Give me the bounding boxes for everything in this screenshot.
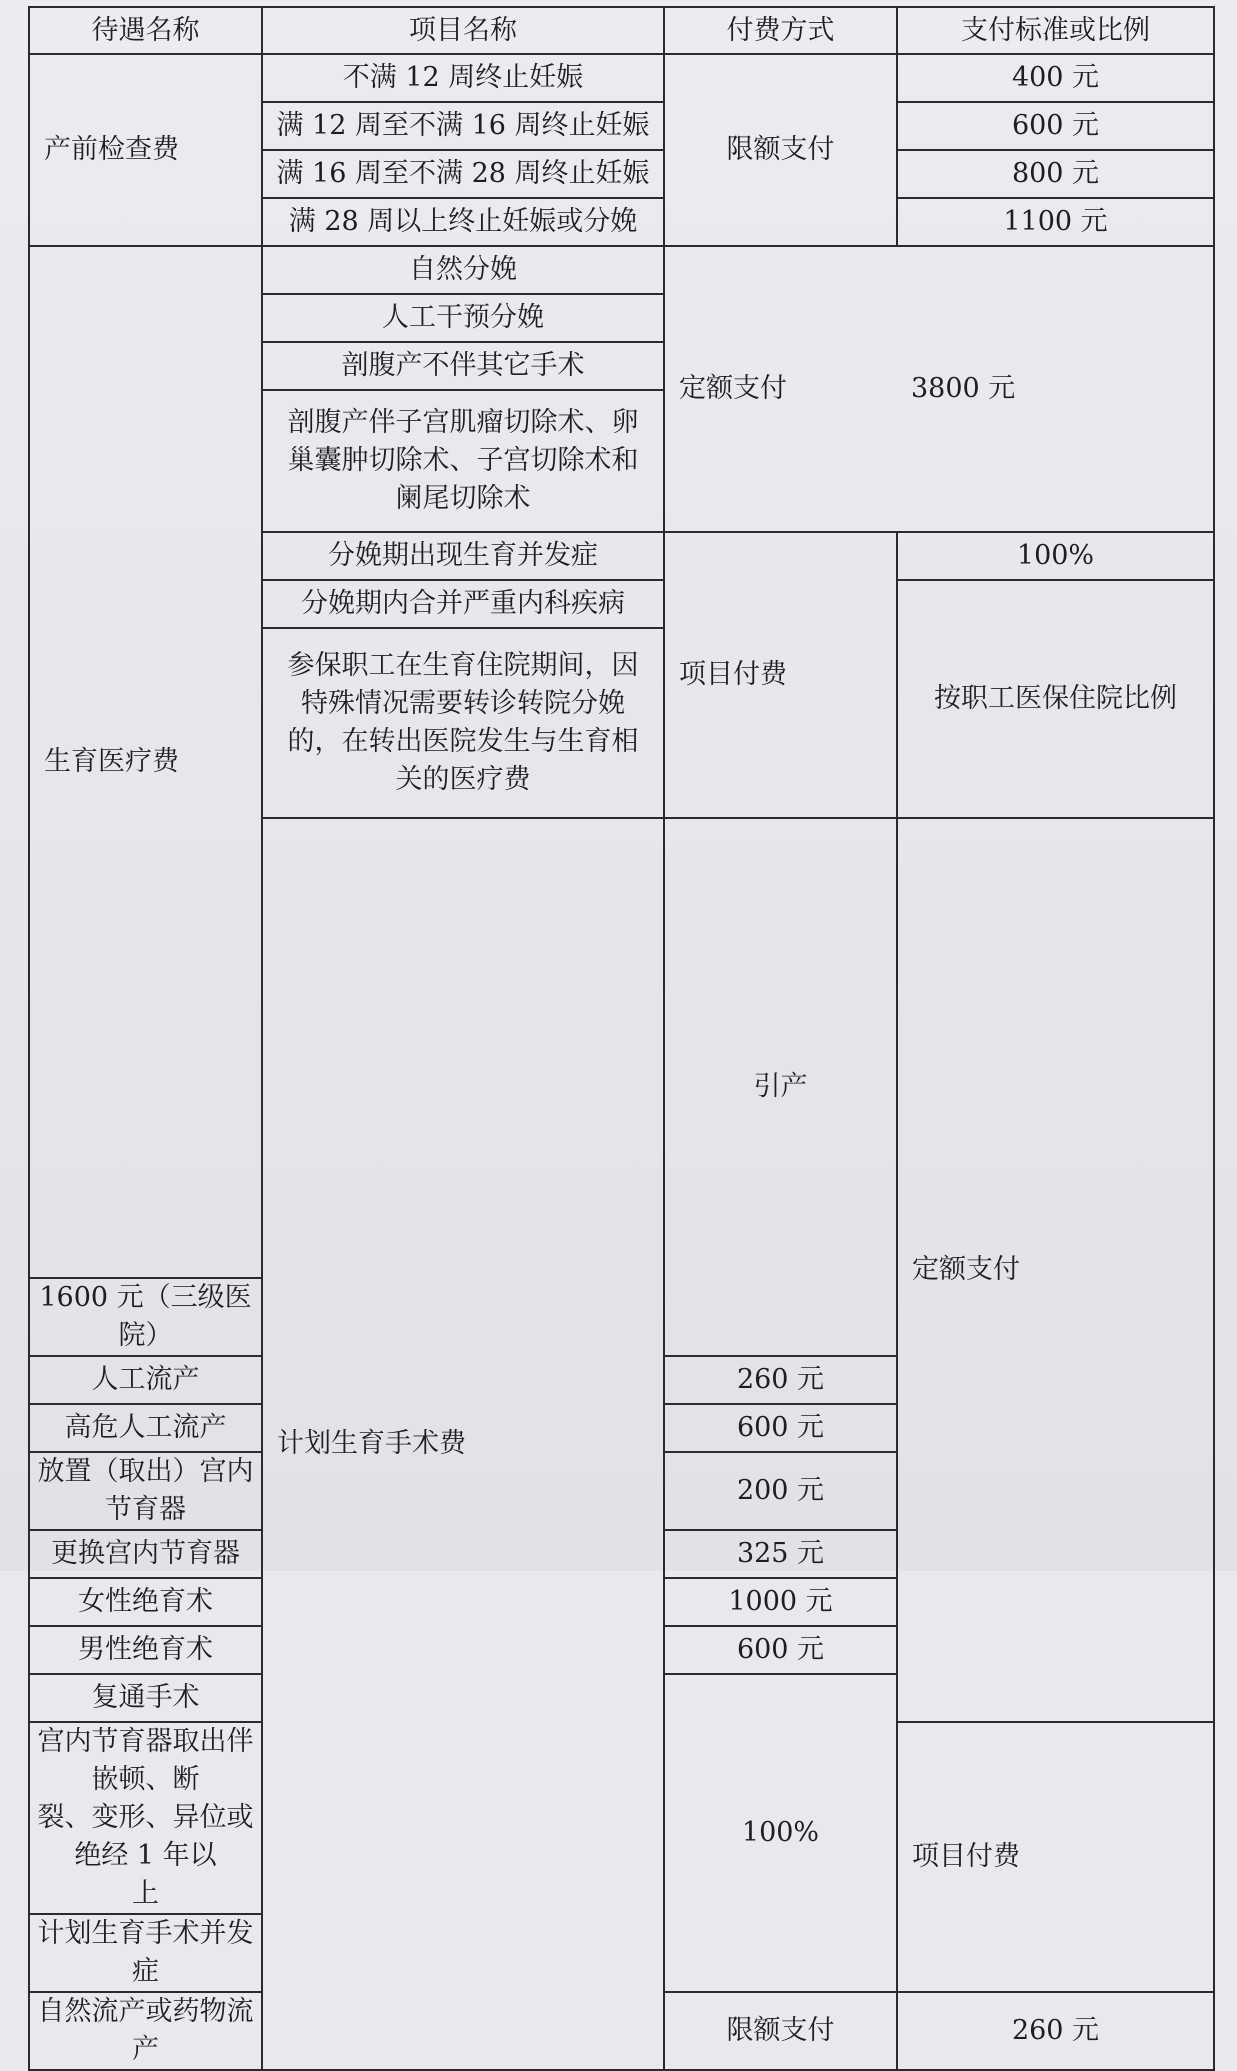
header-benefit-name: 待遇名称 (29, 7, 262, 54)
payment-method: 限额支付 (664, 1992, 897, 2070)
payment-standard: 325 元 (664, 1530, 897, 1578)
item-name: 男性绝育术 (29, 1626, 262, 1674)
item-name: 人工流产 (29, 1356, 262, 1404)
item-name-multiline (29, 1722, 262, 1914)
item-line: 参保职工在生育住院期间，因 (287, 650, 639, 681)
item-name: 不满 12 周终止妊娠 (262, 54, 664, 102)
payment-standard: 260 元 (664, 1356, 897, 1404)
item-name: 女性绝育术 (29, 1578, 262, 1626)
payment-standard: 100% (664, 1674, 897, 1992)
item-name: 自然分娩 (262, 246, 664, 294)
payment-standard: 100% (897, 532, 1214, 580)
category-prenatal: 产前检查费 (29, 54, 262, 246)
item-line: 剖腹产伴子宫肌瘤切除术、卵 (287, 407, 639, 438)
category-family-planning: 计划生育手术费 (262, 818, 664, 2070)
payment-method: 限额支付 (664, 54, 897, 246)
header-payment-method: 付费方式 (664, 7, 897, 54)
item-name: 分娩期内合并严重内科疾病 (262, 580, 664, 628)
payment-method: 项目付费 (664, 532, 897, 818)
item-name-multiline (262, 390, 664, 532)
item-line: 阑尾切除术 (395, 483, 531, 514)
item-name: 人工干预分娩 (262, 294, 664, 342)
item-line: 的，在转出医院发生与生育相 (287, 726, 639, 757)
payment-method: 定额支付 (664, 246, 897, 532)
item-line: 上 (132, 1878, 159, 1909)
item-name: 满 28 周以上终止妊娠或分娩 (262, 198, 664, 246)
table-row (29, 246, 1214, 294)
payment-method: 项目付费 (897, 1722, 1214, 1992)
item-line: 关的医疗费 (395, 764, 531, 795)
benefits-table (28, 6, 1215, 2071)
item-name: 满 16 周至不满 28 周终止妊娠 (262, 150, 664, 198)
payment-standard: 200 元 (664, 1452, 897, 1530)
category-maternity: 生育医疗费 (29, 246, 262, 1278)
item-line: 裂、变形、异位或绝经 1 年以 (37, 1802, 254, 1871)
payment-standard: 1600 元（三级医院） (29, 1278, 262, 1356)
payment-standard: 600 元 (664, 1404, 897, 1452)
payment-standard: 800 元 (897, 150, 1214, 198)
payment-method: 定额支付 (897, 818, 1214, 1722)
item-name: 高危人工流产 (29, 1404, 262, 1452)
item-name: 满 12 周至不满 16 周终止妊娠 (262, 102, 664, 150)
payment-standard: 1000 元 (664, 1578, 897, 1626)
item-name-multiline (262, 628, 664, 818)
item-name: 分娩期出现生育并发症 (262, 532, 664, 580)
payment-standard: 260 元 (897, 1992, 1214, 2070)
header-row (29, 7, 1214, 54)
payment-standard: 400 元 (897, 54, 1214, 102)
item-name: 放置（取出）宫内节育器 (29, 1452, 262, 1530)
item-name: 剖腹产不伴其它手术 (262, 342, 664, 390)
item-name: 计划生育手术并发症 (29, 1914, 262, 1992)
payment-standard: 1100 元 (897, 198, 1214, 246)
item-name: 引产 (664, 818, 897, 1356)
header-item-name: 项目名称 (262, 7, 664, 54)
item-name: 自然流产或药物流产 (29, 1992, 262, 2070)
payment-standard: 3800 元 (897, 246, 1214, 532)
item-name: 更换宫内节育器 (29, 1530, 262, 1578)
payment-standard: 600 元 (664, 1626, 897, 1674)
payment-standard: 按职工医保住院比例 (897, 580, 1214, 818)
item-line: 宫内节育器取出伴嵌顿、断 (37, 1726, 254, 1795)
table-row (29, 54, 1214, 102)
item-name: 复通手术 (29, 1674, 262, 1722)
header-payment-standard: 支付标准或比例 (897, 7, 1214, 54)
payment-standard: 600 元 (897, 102, 1214, 150)
item-line: 巢囊肿切除术、子宫切除术和 (287, 445, 639, 476)
item-line: 特殊情况需要转诊转院分娩 (301, 688, 625, 719)
